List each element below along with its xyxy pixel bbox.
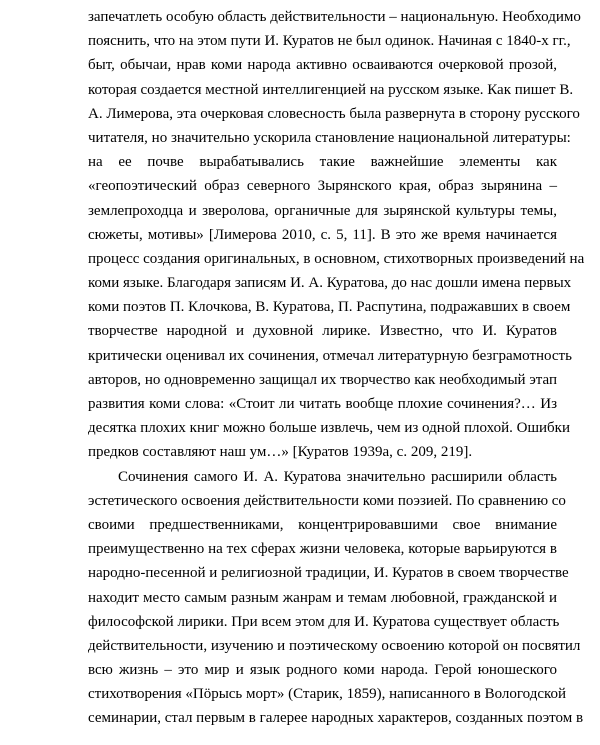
text-line: своими предшественниками, концентрировавшими свое внимание bbox=[88, 516, 557, 533]
text-line: десятка плохих книг можно больше извлечь, чем из одной плохой. Ошибки bbox=[88, 420, 570, 437]
text-line: творчестве народной и духовной лирике. Известно, что И. Куратов bbox=[88, 323, 557, 340]
text-line: философской лирики. При всем этом для И. Куратова существует область bbox=[88, 613, 560, 630]
text-line: предков составляют наш ум…» [Куратов 1939а, с. 209, 219]. bbox=[88, 444, 473, 461]
text-line: стихотворения «Пöрысь морт» (Старик, 1859), написанного в Вологодской bbox=[88, 686, 567, 703]
text-line: коми языке. Благодаря записям И. А. Куратова, до нас дошли имена первых bbox=[88, 275, 572, 292]
text-line: читателя, но значительно ускорила становление национальной литературы: bbox=[88, 129, 571, 146]
text-line: которая создается местной интеллигенцией на русском языке. Как пишет В. bbox=[88, 81, 574, 98]
document-page bbox=[88, 5, 585, 731]
text-line: быт, обычаи, нрав коми народа активно осваиваются очерковой прозой, bbox=[88, 57, 557, 74]
text-line: эстетического освоения действительности коми поэзией. По сравнению со bbox=[88, 492, 566, 509]
text-line: на ее почве вырабатывались такие важнейшие элементы как bbox=[88, 154, 557, 171]
text-line: преимущественно на тех сферах жизни человека, которые варьируются в bbox=[88, 541, 557, 558]
text-line: сюжеты, мотивы» [Лимерова 2010, с. 5, 11]. В это же время начинается bbox=[88, 226, 557, 243]
text-line: семинарии, стал первым в галерее народных характеров, созданных поэтом в bbox=[88, 710, 584, 727]
text-line: пояснить, что на этом пути И. Куратов не был одинок. Начиная с 1840-х гг., bbox=[88, 33, 571, 50]
text-line: находит место самым разным жанрам и темам любовной, гражданской и bbox=[88, 589, 557, 606]
paragraph-2 bbox=[88, 465, 584, 731]
text-line: «геопоэтический образ северного Зырянского края, образ зырянина – bbox=[88, 178, 557, 195]
text-line: процесс создания оригинальных, в основном, стихотворных произведений на bbox=[88, 250, 585, 267]
text-line: коми поэтов П. Клочкова, В. Куратова, П. Распутина, подражавших в своем bbox=[88, 299, 571, 316]
text-line: запечатлеть особую область действительности – национальную. Необходимо bbox=[88, 9, 581, 25]
text-line: авторов, но одновременно защищал их творчество как необходимый этап bbox=[88, 371, 557, 388]
text-line: развития коми слова: «Стоит ли читать вообще плохие сочинения?… Из bbox=[88, 396, 557, 412]
text-line: землепроходца и зверолова, органичные для зырянской культуры темы, bbox=[88, 202, 557, 219]
text-line: Сочинения самого И. А. Куратова значительно расширили область bbox=[118, 468, 557, 485]
text-line: А. Лимерова, эта очерковая словесность была развернута в сторону русского bbox=[88, 105, 580, 122]
text-line: всю жизнь – это мир и язык родного коми народа. Герой юношеского bbox=[88, 662, 557, 679]
text-line: народно-песенной и религиозной традиции, И. Куратов в своем творчестве bbox=[88, 565, 569, 582]
text-line: критически оценивал их сочинения, отмечал литературную безграмотность bbox=[88, 347, 572, 364]
paragraph-1 bbox=[88, 5, 585, 465]
text-line: действительности, изучению и поэтическому освоению которой он посвятил bbox=[88, 637, 581, 654]
